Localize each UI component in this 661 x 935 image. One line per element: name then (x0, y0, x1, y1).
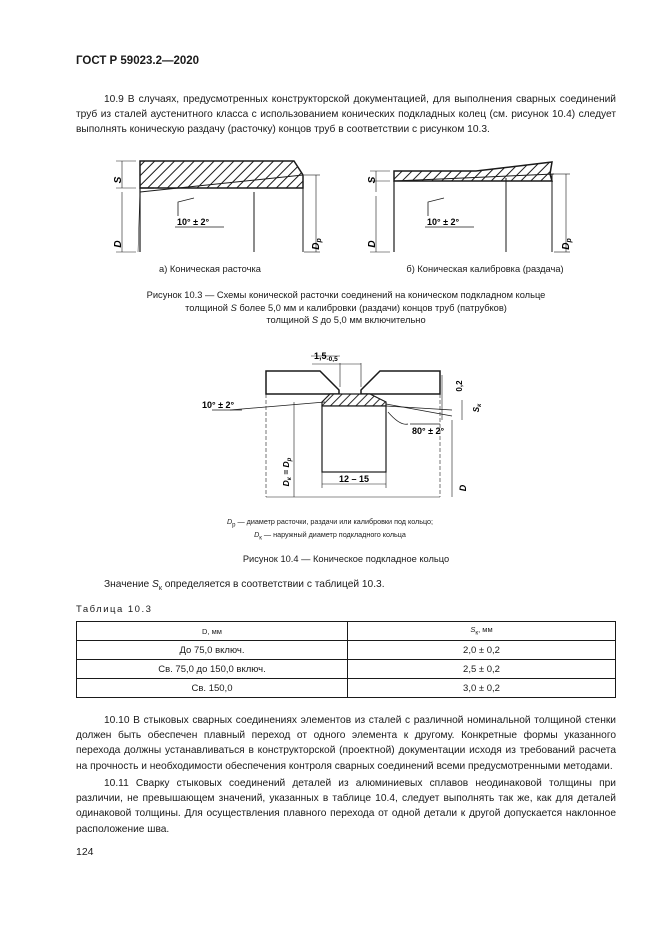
table-row (77, 641, 616, 660)
paragraph-10-10-text: 10.10 В стыковых сварных соединениях элементов из сталей с различной номинальной толщиной стенки должен быть обеспечен плавный переход от одного элемента к другому. Конкретные формы указанного перехода должны устанавливаться в конструкторской (проектной) документации исходя из требований расчета на прочность и необходимости обеспечения контроля сварных соединений всеми предусмотренными методами. (76, 715, 616, 772)
fig103a-angle-label: 10° ± 2° (177, 217, 210, 227)
fig103-caption-b: б) Коническая калибровка (раздача) (406, 264, 564, 274)
fig103-caption-line1: Рисунок 10.3 — Схемы конической расточки соединений на коническом подкладном кольце (146, 290, 546, 300)
paragraph-10-9 (76, 92, 616, 138)
figure-10-4-legend (150, 517, 510, 544)
fig103-caption-line2: толщиной S более 5,0 мм и калибровки (раздачи) концов труб (патрубков) (185, 302, 507, 313)
figure-10-3b-drawing (370, 162, 570, 252)
cell-d: До 75,0 включ. (77, 641, 348, 660)
fig104-angle10-label: 10° ± 2° (202, 400, 235, 410)
paragraph-10-10 (76, 713, 616, 774)
cell-d: Св. 75,0 до 150,0 включ. (77, 660, 348, 679)
fig103b-angle-label: 10° ± 2° (427, 217, 460, 227)
cell-sk: 2,0 ± 0,2 (348, 641, 616, 660)
col-header-d: D, мм (77, 622, 348, 641)
fig103-caption-line3: толщиной S до 5,0 мм включительно (266, 315, 426, 325)
figure-10-4-caption: Рисунок 10.4 — Коническое подкладное кольцо (242, 554, 450, 564)
fig104-dk-dp-label: $D_к = D_p$ (281, 457, 293, 487)
paragraph-10-11 (76, 776, 616, 837)
fig103a-dp-label: $D_p$ (311, 238, 323, 250)
sk-note: Значение $S_к$ определяется в соответствии с таблицей 10.3. (104, 579, 385, 593)
figure-10-3-caption (76, 289, 616, 327)
fig103a-s-label: S (113, 176, 124, 184)
figure-10-4 (190, 342, 490, 502)
legend-dk: $D_к$ — наружный диаметр подкладного кольца (254, 530, 406, 542)
table-10-3 (76, 621, 616, 698)
legend-dp: $D_p$ — диаметр расточки, раздачи или калибровки под кольцо; (226, 517, 434, 529)
cell-sk: 3,0 ± 0,2 (348, 679, 616, 698)
table-row (77, 660, 616, 679)
fig103a-d-label: D (113, 240, 124, 248)
fig103b-d-label: D (367, 240, 378, 248)
paragraph-10-11-text: 10.11 Сварку стыковых соединений деталей из алюминиевых сплавов неодинаковой толщины при различии, не превышающем значений, указанных в таблице 10.4, следует выполнять так же, как для деталей одинаковой толщины. Для осуществления плавного перехода от одной детали к другой допускается наклонное расположение шва. (76, 778, 616, 835)
cell-sk: 2,5 ± 0,2 (348, 660, 616, 679)
paragraph-10-9-text: 10.9 В случаях, предусмотренных конструкторской документацией, для выполнения сварных соединений труб из сталей аустенитного класса с использованием конических подкладных колец (см. рисунок 10.4) следует выполнять коническую раздачу (расточку) концов труб в соответствии с рисунком 10.3. (76, 94, 616, 136)
figure-10-3a-drawing (116, 161, 320, 252)
fig104-dim-02: 0,2 (455, 380, 464, 392)
table-row (77, 679, 616, 698)
fig104-gap-label: $1,5_{-0,5}$ (314, 351, 338, 363)
cell-d: Св. 150,0 (77, 679, 348, 698)
fig104-width-label: 12 – 15 (338, 474, 370, 484)
fig104-sk-label: $S_к$ (472, 403, 483, 413)
fig103b-dp-label: $D_p$ (561, 238, 573, 250)
fig104-d-label: D (458, 484, 468, 492)
fig104-angle80-label: 80° ± 2° (412, 426, 445, 436)
fig103-caption-a: а) Коническая расточка (159, 264, 261, 274)
document-header: ГОСТ Р 59023.2—2020 (76, 55, 200, 67)
table-header-row (77, 622, 616, 641)
col-header-sk: $S_к$, мм (348, 622, 616, 641)
page-number: 124 (76, 846, 94, 858)
fig103b-s-label: S (367, 176, 378, 184)
table-title: Таблица 10.3 (76, 604, 153, 615)
